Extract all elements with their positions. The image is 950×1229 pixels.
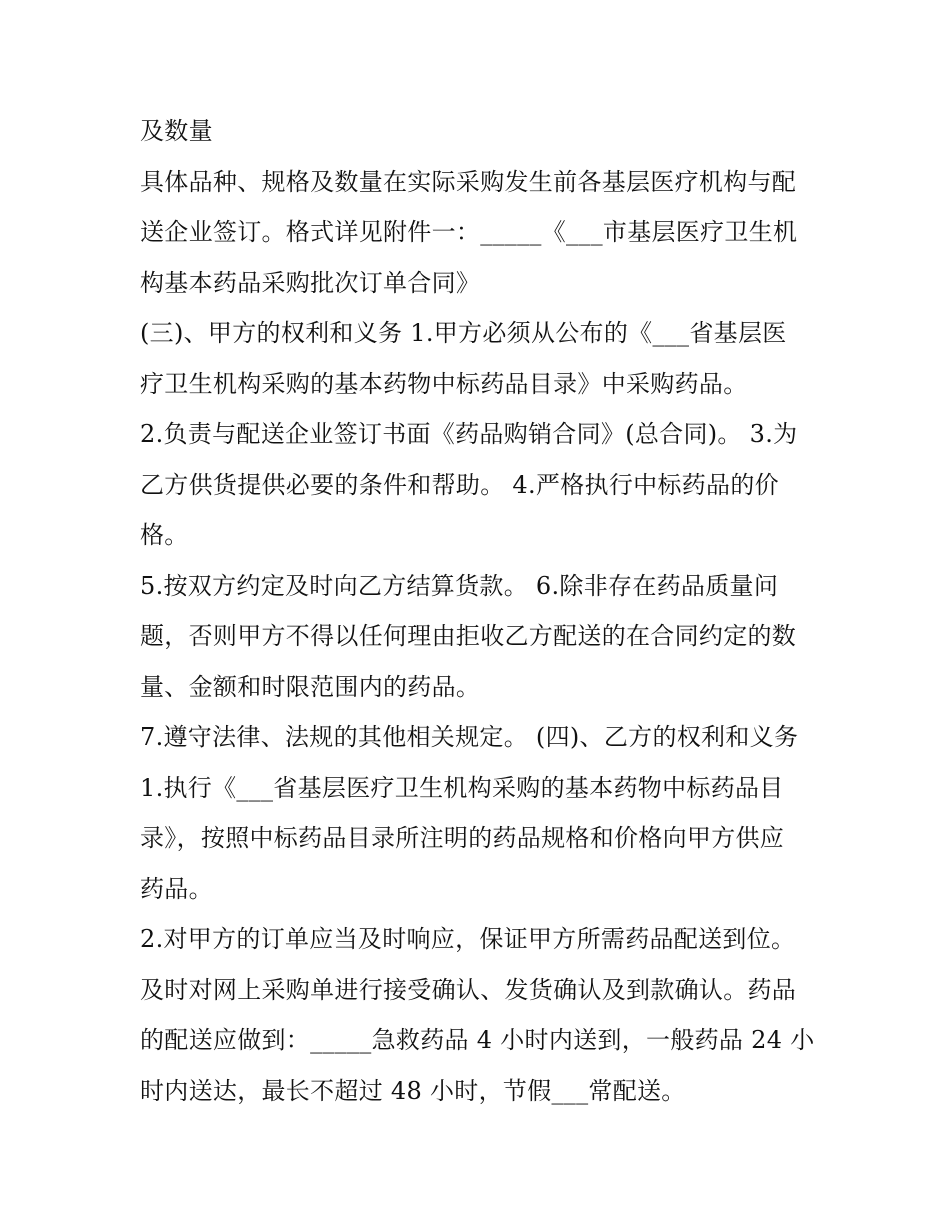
text-line: 1.执行《___省基层医疗卫生机构采购的基本药物中标药品目: [140, 773, 784, 802]
text-line: 及数量: [140, 117, 213, 145]
text-line: 2.负责与配送企业签订书面《药品购销合同》(总合同)。 3.为: [140, 420, 798, 448]
text-line: 5.按双方约定及时向乙方结算货款。 6.除非存在药品质量问: [140, 571, 779, 600]
text-line: 录》，按照中标药品目录所注明的药品规格和价格向甲方供应: [140, 824, 785, 852]
text-line: 送企业签订。格式详见附件一：_____《___市基层医疗卫生机: [140, 218, 798, 246]
text-line: 药品。: [140, 874, 213, 903]
text-line: 的配送应做到：_____急救药品 4 小时内送到，一般药品 24 小: [140, 1026, 815, 1054]
text-line: (三)、甲方的权利和义务 1.甲方必须从公布的《___省基层医: [140, 319, 787, 347]
text-line: 乙方供货提供必要的条件和帮助。 4.严格执行中标药品的价: [140, 470, 779, 499]
text-line: 具体品种、规格及数量在实际采购发生前各基层医疗机构与配: [140, 167, 797, 196]
text-line: 2.对甲方的订单应当及时响应，保证甲方所需药品配送到位。: [140, 925, 796, 953]
text-line: 题，否则甲方不得以任何理由拒收乙方配送的在合同约定的数: [140, 622, 797, 650]
text-line: 时内送达，最长不超过 48 小时，节假___常配送。: [140, 1076, 686, 1105]
text-line: 7.遵守法律、法规的其他相关规定。 (四)、乙方的权利和义务: [140, 723, 799, 751]
text-line: 及时对网上采购单进行接受确认、发货确认及到款确认。药品: [140, 975, 797, 1004]
document-body: [140, 106, 830, 1116]
text-line: 疗卫生机构采购的基本药物中标药品目录》中采购药品。: [140, 369, 748, 398]
text-line: 量、金额和时限范围内的药品。: [140, 672, 481, 701]
text-line: 构基本药品采购批次订单合同》: [140, 268, 481, 297]
text-line: 格。: [140, 521, 189, 549]
